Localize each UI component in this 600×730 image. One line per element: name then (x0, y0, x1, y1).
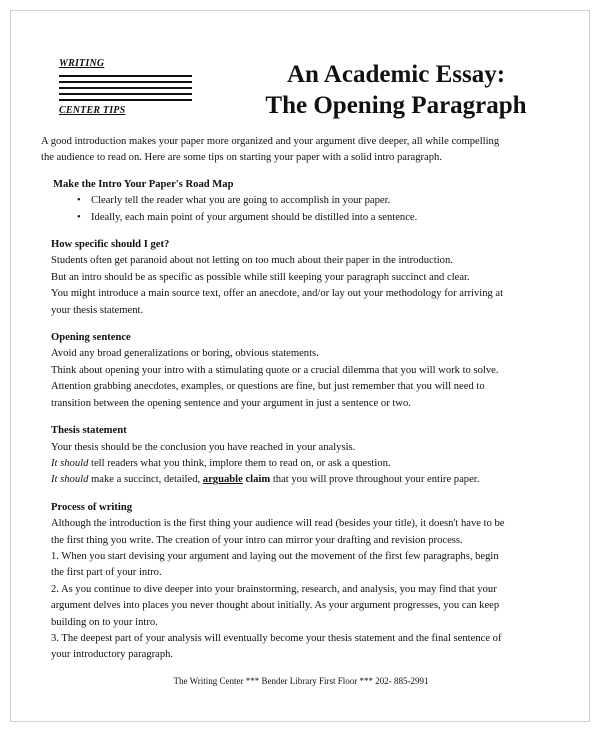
body-line: your thesis statement. (51, 304, 144, 316)
logo-rule (59, 87, 192, 89)
body-line: Your thesis should be the conclusion you have reached in your analysis. (51, 441, 356, 453)
document-body (41, 134, 589, 675)
intro-line: A good introduction makes your paper more organized and your argument dive deeper, all while compelling (41, 136, 500, 147)
section-specific (41, 237, 589, 319)
logo-rule (59, 99, 192, 101)
section-heading: Opening sentence (51, 332, 131, 344)
writing-center-logo (55, 56, 195, 118)
italic-text: It should (51, 457, 89, 469)
body-line: your introductory paragraph. (51, 649, 174, 661)
body-line: transition between the opening sentence and your argument in just a sentence or two. (51, 397, 411, 409)
body-line: the first thing you write. The creation of your intro can mirror your drafting and revision process. (51, 534, 463, 546)
logo-bottom-label: CENTER TIPS (59, 105, 126, 116)
body-line: Students often get paranoid about not letting on too much about their paper in the introduction. (51, 255, 453, 267)
section-heading: Thesis statement (51, 425, 127, 437)
body-line: argument delves into places you never thought about initially. As your argument progresses, you can keep (51, 600, 500, 612)
section-process (41, 500, 589, 664)
section-road-map (41, 177, 589, 226)
logo-rule (59, 93, 192, 95)
body-line: 3. The deepest part of your analysis will eventually become your thesis statement and the final sentence of (51, 632, 502, 644)
page-footer: The Writing Center *** Bender Library First Floor *** 202- 885-2991 (173, 676, 429, 686)
intro-paragraph (41, 134, 589, 167)
underlined-text: arguable (202, 474, 243, 486)
body-line (41, 456, 589, 472)
page-title (216, 59, 576, 121)
logo-rule (59, 75, 192, 77)
section-opening-sentence (41, 330, 589, 412)
logo-top-label: WRITING (59, 58, 105, 69)
body-line: Attention grabbing anecdotes, examples, or questions are fine, but just remember that you will need to (51, 381, 485, 393)
body-line: 2. As you continue to dive deeper into your brainstorming, research, and analysis, you may find that your (51, 583, 497, 595)
logo-rule (59, 81, 192, 83)
body-line (41, 472, 589, 488)
bullet-item: • Ideally, each main point of your argument should be distilled into a sentence. (77, 210, 589, 226)
title-line-1: An Academic Essay: (286, 61, 506, 88)
section-heading: How specific should I get? (51, 239, 170, 251)
body-text: that you will prove throughout your entire paper. (270, 474, 480, 486)
section-heading: Process of writing (51, 501, 133, 513)
body-text: tell readers what you think, implore them to read on, or ask a question. (88, 457, 391, 469)
bullet-item: • Clearly tell the reader what you are going to accomplish in your paper. (77, 193, 589, 209)
body-text: make a succinct, detailed, (88, 474, 203, 486)
document-page (10, 10, 590, 722)
body-line: But an intro should be as specific as possible while still keeping your paragraph succinct and clear. (51, 271, 470, 283)
body-line: You might introduce a main source text, offer an anecdote, and/or lay out your methodology for arriving at (51, 288, 504, 300)
body-line: Although the introduction is the first thing your audience will read (besides your title), it doesn't have to be (51, 518, 505, 530)
intro-line: the audience to read on. Here are some tips on starting your paper with a solid intro paragraph. (41, 152, 442, 164)
title-line-2: The Opening Paragraph (265, 92, 527, 119)
body-line: the first part of your intro. (51, 567, 162, 579)
section-heading: Make the Intro Your Paper's Road Map (53, 178, 234, 190)
section-thesis (41, 423, 589, 489)
body-line: Think about opening your intro with a stimulating quote or a crucial dilemma that you will work to solve. (51, 364, 499, 376)
body-line: Avoid any broad generalizations or boring, obvious statements. (51, 348, 319, 360)
bullet-list (41, 193, 589, 226)
body-line: 1. When you start devising your argument and laying out the movement of the first few paragraphs, begin (51, 550, 499, 562)
italic-text: It should (51, 474, 89, 486)
bold-text: claim (245, 474, 271, 486)
body-line: building on to your intro. (51, 616, 158, 628)
